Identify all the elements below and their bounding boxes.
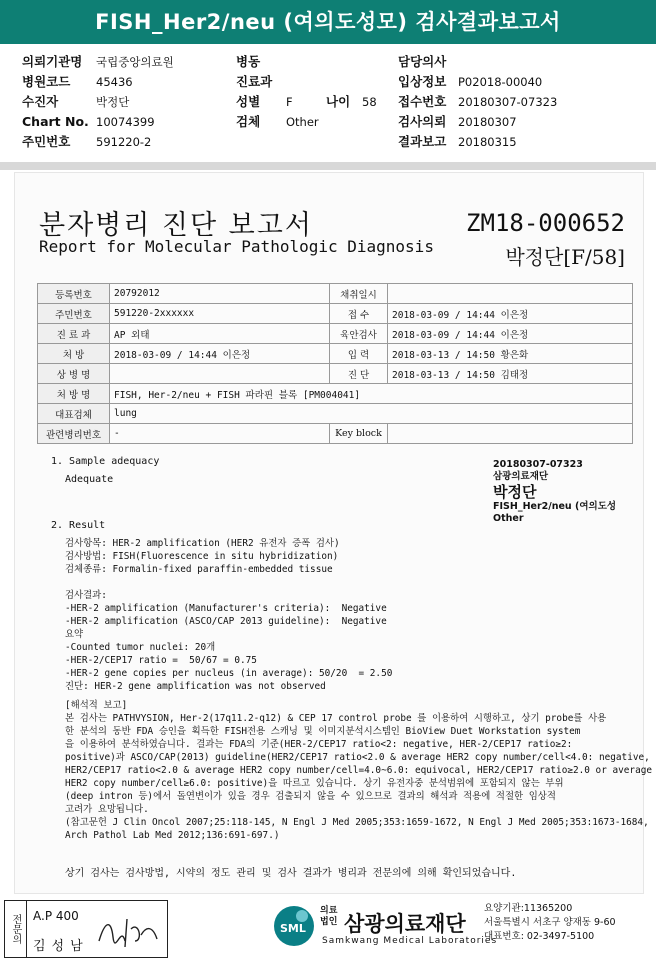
org-address: 서울특별시 서초구 양재동 9-60 — [484, 917, 616, 928]
interpretation — [65, 699, 652, 842]
table-row — [38, 404, 633, 424]
stamp-ap: A.P 400 — [33, 909, 79, 923]
table-row — [38, 324, 633, 344]
table-row — [38, 284, 633, 304]
table-row — [38, 344, 633, 364]
text-line: positive)과 ASCO/CAP(2013) guideline(HER2/CEP17 ratio<2.0 & average HER2 copy number/cell<4.0: negative, — [65, 752, 650, 763]
text-line: 검사항목: HER-2 amplification (HER2 유전자 증폭 검사) — [65, 538, 340, 549]
text-line: -HER-2 amplification (Manufacturer's criteria): Negative — [65, 603, 387, 614]
table-row — [38, 304, 633, 324]
rrn-label: 주민번호 — [38, 304, 110, 324]
in-label: 입 력 — [330, 344, 388, 364]
report-title-en: Report for Molecular Pathologic Diagnosis — [39, 237, 434, 256]
test-value: FISH, Her-2/neu + FISH 파라핀 블록 [PM004041] — [110, 384, 633, 404]
text-line: -HER-2/CEP17 ratio = 50/67 = 0.75 — [65, 655, 257, 666]
footnote: 상기 검사는 검사방법, 시약의 정도 관리 및 검사 결과가 병리과 전문의에 의해 확인되었습니다. — [65, 868, 517, 879]
sticker-id: 20180307-07323 — [493, 459, 583, 470]
receipt-label: 접수번호 — [398, 94, 447, 109]
org-type: 의료 법인 — [320, 906, 338, 927]
text-line: (참고문헌 J Clin Oncol 2007;25:118-145, N Engl J Med 2005;353:1659-1672, N Engl J Med 2005;353:1673-1684, — [65, 817, 649, 828]
patient-value: 박정단 — [96, 95, 130, 109]
text-line: 한 분석의 동반 FDA 승인을 획득한 FISH전용 스캐닝 및 이미지분석시스템인 BioView Duet Workstation system — [65, 726, 581, 737]
specimen-value: Other — [286, 115, 319, 129]
rcv-value: 2018-03-09 / 14:44 이은정 — [388, 304, 633, 324]
text-line: -HER-2 amplification (ASCO/CAP 2013 guideline): Negative — [65, 616, 387, 627]
sex-value: F — [286, 95, 293, 109]
key-label: Key block — [330, 424, 388, 444]
text-line: 고려가 요망됩니다. — [65, 804, 149, 815]
key-value — [388, 424, 633, 444]
hospital-code-label: 병원코드 — [22, 74, 71, 89]
coll-label: 채취일시 — [330, 284, 388, 304]
org-code: 요양기관:11365200 — [484, 903, 573, 914]
dx-label: 진 단 — [330, 364, 388, 384]
table-row — [38, 424, 633, 444]
text-line: [해석적 보고] — [65, 700, 128, 711]
organ-label: 대표검체 — [38, 404, 110, 424]
text-line: 을 이용하여 분석하였습니다. 결과는 FDA의 기준(HER-2/CEP17 ratio<2: negative, HER-2/CEP17 ratio≥2: — [65, 739, 573, 750]
rrn-value: 591220-2xxxxxx — [110, 304, 330, 324]
result-lines — [65, 537, 340, 576]
stamp-doctor: 김성남 — [33, 939, 89, 954]
text-line: (deep intron 등)에서 돌연변이가 있을 경우 검출되지 않을 수 있으므로 결과의 해석과 적용에 적절한 임상적 — [65, 791, 556, 802]
dept-label: 진료과 — [236, 74, 273, 89]
patient-tag: 박정단[F/58] — [505, 245, 625, 269]
patient-header — [0, 44, 656, 162]
order-value: 2018-03-09 / 14:44 이은정 — [110, 344, 330, 364]
sticker-spec: Other — [493, 513, 524, 524]
pre-label: 육안검사 — [330, 324, 388, 344]
sml-logo-icon — [272, 904, 316, 948]
org-phone: 대표번호: 02-3497-5100 — [484, 931, 595, 942]
section-1-title: 1. Sample adequacy — [51, 456, 160, 467]
ward-value — [110, 364, 330, 384]
hospital-code-value: 45436 — [96, 75, 133, 89]
dx-value: 2018-03-13 / 14:50 김태정 — [388, 364, 633, 384]
rrn-label: 주민번호 — [22, 134, 71, 149]
sticker-org: 삼광의료재단 — [493, 471, 549, 482]
org-info — [484, 902, 616, 944]
request-label: 검사의뢰 — [398, 114, 447, 129]
report-date-label: 결과보고 — [398, 134, 447, 149]
doctor-label: 담당의사 — [398, 54, 447, 69]
reg-no-value: 20792012 — [110, 284, 330, 304]
sex-label: 성별 — [236, 94, 261, 109]
text-line: 진단: HER-2 gene amplification was not observed — [65, 681, 326, 692]
report-title-kr: 분자병리 진단 보고서 — [39, 210, 313, 241]
related-label: 관련병리번호 — [38, 424, 110, 444]
chart-value: 10074399 — [96, 115, 155, 129]
section-1-value: Adequate — [65, 474, 114, 485]
ward-label: 상 병 명 — [38, 364, 110, 384]
findings — [65, 589, 392, 693]
dept-label: 진 료 과 — [38, 324, 110, 344]
report-id: ZM18-000652 — [466, 209, 625, 237]
text-line: Arch Pathol Lab Med 2012;136:691-697.) — [65, 830, 280, 841]
text-line: HER2/CEP17 ratio<2.0 & average HER2 copy number/cell=4.0~6.0: equivocal, HER2/CEP17 ratio≥2.0 or average — [65, 765, 652, 776]
age-value: 58 — [362, 95, 377, 109]
organ-value: lung — [110, 404, 633, 424]
signature-icon — [95, 911, 161, 951]
in-value: 2018-03-13 / 14:50 황은화 — [388, 344, 633, 364]
divider — [0, 162, 656, 170]
ward-label: 병동 — [236, 54, 261, 69]
test-label: 처 방 명 — [38, 384, 110, 404]
svg-text:SML: SML — [280, 922, 306, 935]
order-label: 처 방 — [38, 344, 110, 364]
rrn-value: 591220-2 — [96, 135, 152, 149]
institution-label: 의뢰기관명 — [22, 54, 83, 69]
report-title: FISH_Her2/neu (여의도성모) 검사결과보고서 — [0, 0, 656, 44]
related-value: - — [110, 424, 330, 444]
sticker-test: FISH_Her2/neu (여의도성 — [493, 501, 617, 512]
text-line: -HER-2 gene copies per nucleus (in average): 50/20 = 2.50 — [65, 668, 393, 679]
report-date-value: 20180315 — [458, 135, 517, 149]
dept-value: AP 외태 — [110, 324, 330, 344]
chart-label: Chart No. — [22, 114, 89, 129]
specimen-sticker — [493, 459, 616, 525]
sticker-name: 박정단 — [493, 483, 537, 501]
text-line: 요약 — [65, 629, 84, 640]
age-label: 나이 — [326, 94, 351, 109]
footer — [0, 896, 656, 965]
text-line: 검사방법: FISH(Fluorescence in situ hybridization) — [65, 551, 339, 562]
reg-no-label: 등록번호 — [38, 284, 110, 304]
stamp-vertical-label: 전문의 — [5, 901, 27, 957]
registration-table — [37, 283, 633, 444]
text-line: 본 검사는 PATHVYSION, Her-2(17q11.2-q12) & CEP 17 control probe 를 이용하여 시행하고, 상기 probe를 사용 — [65, 713, 607, 724]
rcv-label: 접 수 — [330, 304, 388, 324]
scanned-report — [14, 172, 652, 894]
accession-value: P02018-00040 — [458, 75, 543, 89]
institution-value: 국립중앙의료원 — [96, 55, 174, 69]
table-row — [38, 364, 633, 384]
pre-value: 2018-03-09 / 14:44 이은정 — [388, 324, 633, 344]
text-line: 검체종류: Formalin-fixed paraffin-embedded tissue — [65, 564, 333, 575]
text-line: -Counted tumor nuclei: 20개 — [65, 642, 216, 653]
org-name: 삼광의료재단 — [344, 912, 466, 936]
request-value: 20180307 — [458, 115, 517, 129]
accession-label: 입상정보 — [398, 74, 447, 89]
patient-label: 수진자 — [22, 94, 59, 109]
text-line: 검사결과: — [65, 590, 107, 601]
section-2-title: 2. Result — [51, 520, 106, 531]
signature-stamp — [4, 900, 168, 958]
coll-value — [388, 284, 633, 304]
table-row — [38, 384, 633, 404]
receipt-value: 20180307-07323 — [458, 95, 558, 109]
specimen-label: 검체 — [236, 114, 261, 129]
text-line: HER2 copy number/cell≥6.0: positive)을 따르고 있습니다. 상기 유전자중 분석범위에 포함되지 않는 부위 — [65, 778, 564, 789]
org-name-en: Samkwang Medical Laboratories — [322, 936, 498, 946]
